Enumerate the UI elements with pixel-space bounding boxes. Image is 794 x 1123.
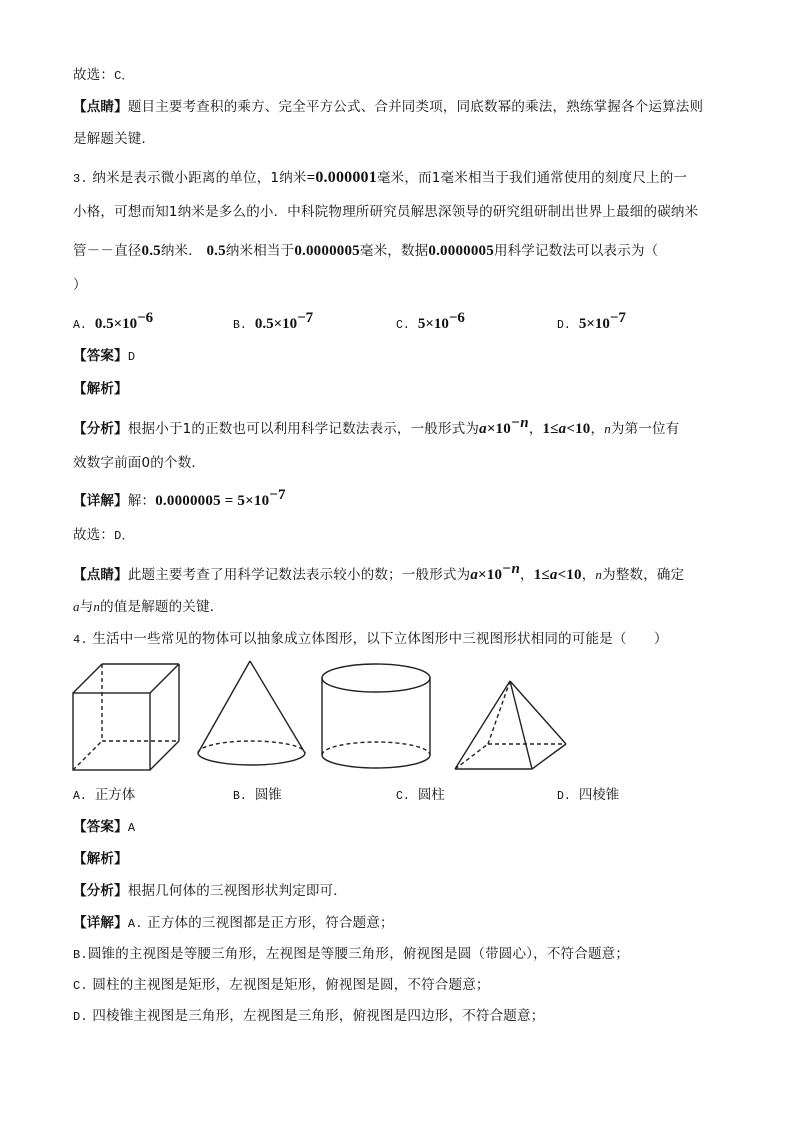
option-label: A.: [73, 790, 87, 803]
label: 故选：: [73, 67, 115, 83]
section-tag: 【详解】: [73, 915, 128, 931]
exponent: −7: [609, 310, 626, 326]
text: 毫米，而1毫米相当于我们通常使用的刻度尺上的一: [376, 170, 688, 186]
exponent: −n: [510, 415, 529, 431]
q4-xiangjie-d: [73, 1007, 544, 1026]
math: 0.0000005: [428, 243, 494, 259]
math: n: [604, 421, 611, 436]
question-number: 3.: [73, 172, 88, 186]
q4-answer: [73, 818, 135, 837]
text: 题目主要考查积的乘方、完全平方公式、合并同类项，同底数幂的乘法，熟练掌握各个运算法则: [127, 99, 704, 115]
q4-fenxi: [73, 882, 347, 900]
math: <10: [566, 421, 591, 437]
text: 圆柱的主视图是矩形，左视图是矩形，俯视图是圆，不符合题意；: [92, 977, 490, 993]
q4-option-d: [557, 786, 619, 806]
option-label: B.: [73, 948, 88, 962]
q4-xiangjie-c: [73, 976, 490, 995]
text: 此题主要考查了用科学记数法表示较小的数；一般形式为: [127, 567, 471, 583]
option-label: A.: [127, 917, 143, 931]
label: 故选：: [73, 527, 115, 543]
option-label: B.: [233, 319, 247, 332]
text: ，: [528, 421, 543, 437]
answer-value: D: [127, 350, 136, 364]
math: 5×10: [417, 316, 449, 332]
text: 纳米相当于: [225, 243, 295, 259]
text: 解：: [127, 493, 156, 509]
section-tag: 【分析】: [73, 421, 128, 437]
text: 圆锥的主视图是等腰三角形，左视图是等腰三角形，俯视图是圆（带圆心），不符合题意；: [87, 946, 630, 962]
math: 0.5×10: [94, 316, 138, 332]
text: 纳米．: [160, 243, 202, 259]
section-tag: 【分析】: [73, 883, 128, 899]
option-label: D.: [73, 1010, 88, 1024]
math: 0.5: [141, 243, 161, 259]
option-label: A.: [73, 319, 87, 332]
text: 生活中一些常见的物体可以抽象成立体图形，以下立体图形中三视图形状相同的可能是（ ）: [92, 631, 668, 647]
section-tag: 【答案】: [73, 819, 128, 835]
math: a: [470, 567, 479, 583]
math: a: [73, 599, 80, 614]
exponent: −7: [269, 487, 286, 503]
text: 小格，可想而知1纳米是多么的小．中科院物理所研究员解思深领导的研究组研制出世界上最细的碳纳米: [73, 204, 699, 220]
q4-option-c: [396, 786, 445, 806]
exponent: −6: [137, 310, 154, 326]
option-label: C.: [396, 790, 410, 803]
exponent: −n: [502, 561, 521, 577]
math: n: [595, 567, 603, 582]
option-label: C.: [73, 979, 88, 993]
text: 毫米，数据: [359, 243, 429, 259]
q4-option-b: [233, 786, 282, 806]
text: 的值是解题的关键．: [100, 599, 224, 615]
text: 管－－直径: [73, 243, 142, 259]
math: 0.0000005 = 5×10: [155, 493, 270, 509]
math: 1≤: [542, 421, 559, 437]
option-text: 圆锥: [254, 787, 282, 803]
text: 为第一位有: [610, 421, 680, 437]
exponent: −7: [297, 310, 314, 326]
text: 为整数，确定: [602, 567, 685, 583]
option-label: C.: [396, 319, 410, 332]
cube-figure: [73, 664, 179, 770]
option-label: B.: [233, 790, 247, 803]
text: ，: [590, 421, 605, 437]
text: 是解题关键．: [73, 131, 156, 147]
math: ×10: [478, 567, 503, 583]
cone-figure: [198, 661, 305, 765]
choice: C．: [114, 69, 134, 83]
section-tag: 【点睛】: [73, 567, 128, 583]
text: 效数字前面0的个数．: [73, 455, 206, 471]
text: 纳米是表示微小距离的单位，1纳米: [92, 170, 307, 186]
text: 与: [79, 599, 94, 615]
pyramid-figure: [455, 681, 566, 769]
math: ×10: [486, 421, 511, 437]
text: 用科学记数法可以表示为（: [493, 243, 659, 259]
text: 根据小于1的正数也可以利用科学记数法表示，一般形式为: [127, 421, 480, 437]
text: 根据几何体的三视图形状判定即可．: [127, 883, 348, 899]
option-text: 圆柱: [417, 787, 445, 803]
math: =: [306, 170, 316, 186]
math: a: [558, 421, 567, 437]
section-tag: 【解析】: [73, 381, 128, 397]
math: 5×10: [578, 316, 610, 332]
text: 正方体的三视图都是正方形，符合题意；: [147, 915, 394, 931]
math: n: [93, 599, 101, 614]
q4-option-a: [73, 786, 135, 806]
math: <10: [557, 567, 582, 583]
math: 0.5: [206, 243, 226, 259]
section-tag: 【详解】: [73, 493, 128, 509]
text: ，: [581, 567, 596, 583]
exponent: −6: [448, 310, 465, 326]
q4-jiexi: [73, 850, 128, 868]
text: 四棱锥主视图是三角形，左视图是三角形，俯视图是四边形，不符合题意；: [92, 1008, 545, 1024]
math: 0.000001: [315, 169, 377, 186]
math: a: [549, 567, 558, 583]
text: ，: [520, 567, 534, 583]
cylinder-figure: [322, 664, 430, 768]
section-tag: 【点睛】: [73, 99, 128, 115]
math: 0.5×10: [254, 316, 298, 332]
text: ）: [73, 277, 87, 293]
math: a: [479, 421, 487, 437]
option-label: D.: [557, 319, 571, 332]
option-text: 正方体: [94, 787, 136, 803]
question-number: 4.: [73, 633, 88, 647]
section-tag: 【答案】: [73, 348, 128, 364]
option-label: D.: [557, 790, 571, 803]
math: 1≤: [533, 567, 550, 583]
option-text: 四棱锥: [578, 787, 620, 803]
q4-xiangjie-b: [73, 945, 629, 964]
q4-xiangjie-a: [73, 914, 394, 933]
choice: D．: [114, 529, 134, 543]
math: 0.0000005: [294, 243, 360, 259]
answer-value: A: [127, 821, 136, 835]
section-tag: 【解析】: [73, 851, 128, 867]
